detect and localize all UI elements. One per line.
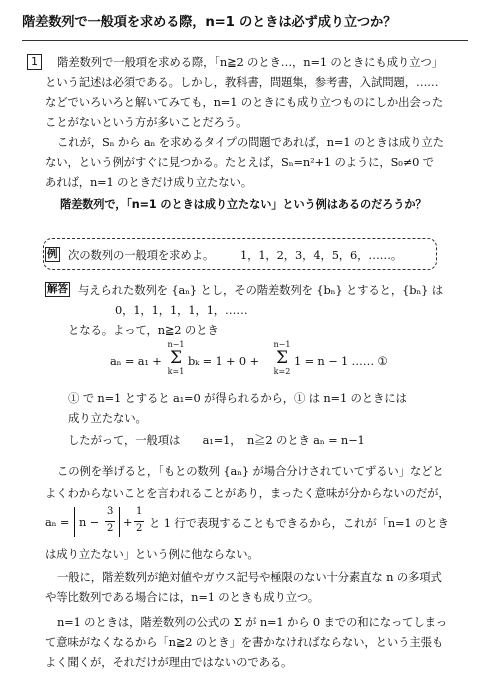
title-divider — [22, 40, 468, 41]
closed-form-formula — [45, 505, 475, 543]
discussion-line-6: n=1 のときは，階差数列の公式の Σ が n=1 から 0 までの和になってしまっ — [57, 615, 448, 629]
intro-line-2: という記述は必須である。しかし，教科書，問題集，参考書，入試問題，…… — [45, 75, 439, 89]
sigma-2-lower: k=2 — [273, 367, 291, 376]
sigma-1 — [166, 340, 186, 376]
example-text: 次の数列の一般項を求めよ。 — [68, 248, 215, 262]
abs-right-bar — [119, 507, 120, 537]
formula-middle: bₖ = 1 + 0 + — [188, 354, 259, 368]
discussion-line-5: や等比数列である場合には，n=1 のときも成り立つ。 — [45, 590, 319, 604]
solution-line-3: となる。よって，n≧2 のとき — [68, 323, 219, 337]
intro-line-3: などでいろいろと解いてみても，n=1 のときにも成り立つものにしか出会った — [45, 95, 444, 109]
intro-line-6: ない，という例がすぐに見つかる。たとえば，Sₙ=n²+1 のように，S₀≠0 で — [45, 155, 434, 169]
solution-tag: 解答 — [47, 283, 68, 295]
intro-line-1: 階差数列で一般項を求める際，「n≧2 のとき…，n=1 のときにも成り立つ」 — [57, 55, 443, 69]
closed-form-lhs: aₙ = — [45, 515, 70, 529]
sigma-1-lower: k=1 — [167, 367, 185, 376]
discussion-line-7: て意味がなくなるから「n≧2 のとき」を書かなければならない，という主張も — [45, 635, 444, 649]
intro-line-7: あれば，n=1 のときだけ成り立たない。 — [45, 175, 252, 189]
sigma-2-symbol: Σ — [275, 348, 289, 368]
section-number-box: 1 — [27, 54, 42, 70]
sigma-2 — [272, 340, 292, 376]
intro-line-5: これが，Sₙ から aₙ を求めるタイプの問題であれば，n=1 のときは成り立た — [57, 135, 444, 149]
example-sequence: 1，1，2，3，4，5，6，……。 — [240, 248, 403, 262]
solution-line-2: 0，1，1，1，1，1，…… — [115, 303, 248, 317]
abs-left-bar — [74, 507, 75, 537]
closed-form-plus: + — [123, 515, 133, 529]
frac2-den: 2 — [136, 523, 143, 534]
abs-inner: n − — [79, 515, 100, 529]
discussion-line-2: よくわからないことを言われることがあり，まったく意味が分からないのだが， — [45, 486, 450, 500]
frac1-num: 3 — [107, 506, 114, 517]
frac1-bar — [105, 521, 115, 522]
frac1-den: 2 — [107, 523, 114, 534]
solution-line-5: 成り立たない。 — [68, 411, 147, 425]
formula-result: 1 = n − 1 …… ① — [294, 354, 388, 368]
example-tag: 例 — [47, 248, 58, 260]
document-title: 階差数列で一般項を求める際，n=1 のときは必ず成り立つか？ — [22, 15, 397, 30]
question-heading: 階差数列で，「n=1 のときは成り立たない」という例はあるのだろうか？ — [60, 198, 427, 211]
discussion-line-8: よく聞くが，それだけが理由ではないのである。 — [45, 655, 293, 669]
sigma-1-upper: n−1 — [167, 340, 185, 349]
sigma-1-symbol: Σ — [169, 348, 183, 368]
discussion-line-3: は成り立たない」という例に他ならない。 — [45, 547, 259, 561]
solution-line-4: ① で n=1 とすると a₁=0 が得られるから，① は n=1 のときには — [68, 391, 407, 405]
solution-line-1: 与えられた数列を {aₙ} とし，その階差数列を {bₙ} とすると，{bₙ} は — [78, 283, 443, 297]
solution-line-6: したがって，一般項は a₁=1， n≧2 のとき aₙ = n−1 — [68, 433, 365, 447]
discussion-line-4: 一般に，階差数列が絶対値やガウス記号や極限のない十分素直な n の多項式 — [57, 570, 442, 584]
frac2-bar — [134, 521, 144, 522]
frac2-num: 1 — [136, 506, 143, 517]
intro-line-4: ことがないという方が多いことだろう。 — [45, 115, 248, 129]
sigma-2-upper: n−1 — [273, 340, 291, 349]
formula-lhs: aₙ = a₁ + — [110, 354, 162, 368]
discussion-line-1: この例を挙げると，「もとの数列 {aₙ} が場合分けされていてずるい」などと — [57, 464, 444, 478]
closed-form-tail: と 1 行で表現することもできるから，これが「n=1 のとき — [149, 516, 449, 530]
